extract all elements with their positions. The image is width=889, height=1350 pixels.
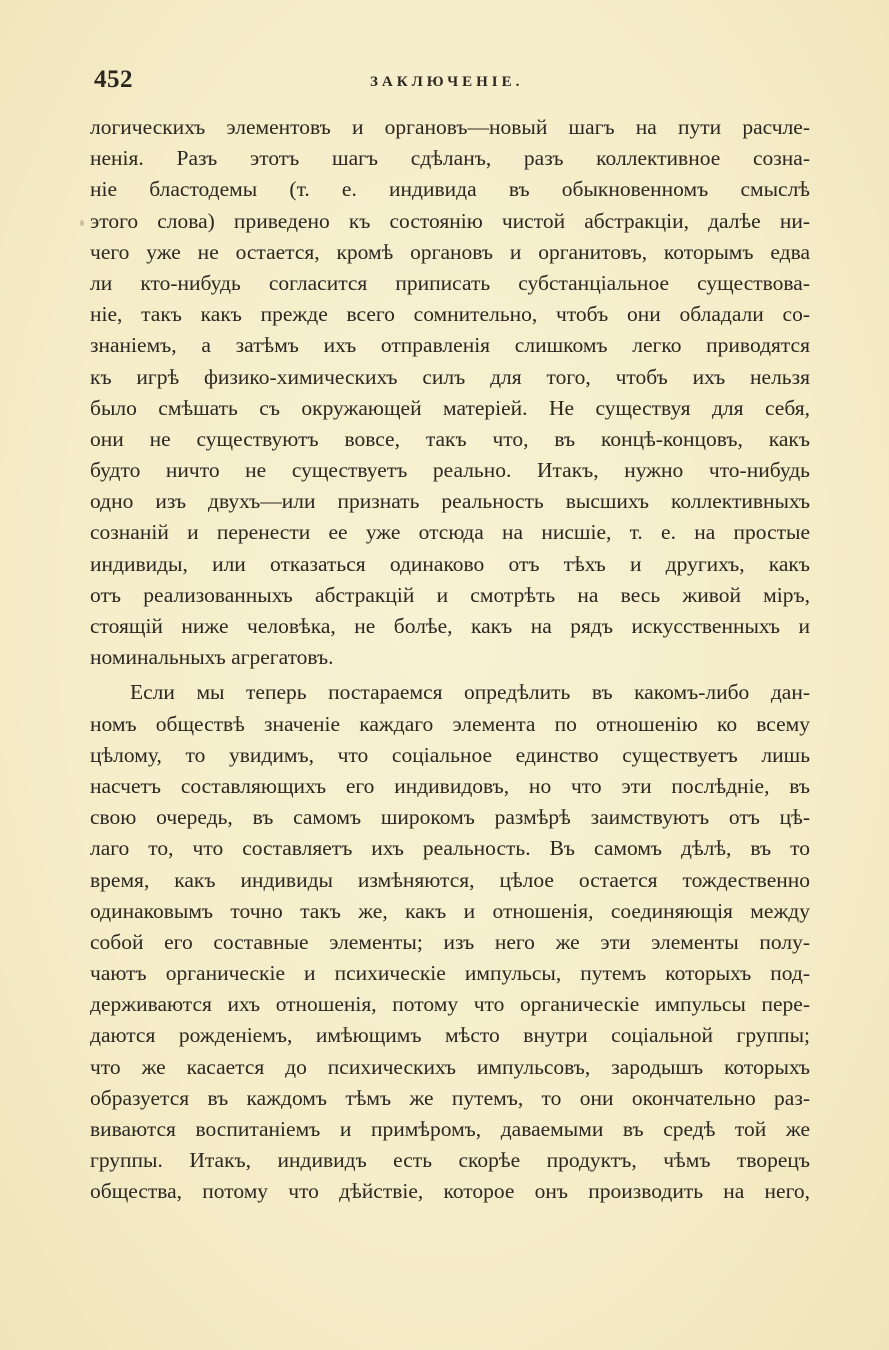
body-text: [90, 112, 810, 1208]
text-line: номъ обществѣ значеніе каждаго элемента по отношенію ко всему: [90, 711, 810, 736]
text-line: стоящій ниже человѣка, не болѣе, какъ на рядъ искусственныхъ и: [90, 614, 810, 638]
text-line: индивиды, или отказаться одинаково отъ тѣхъ и другихъ, какъ: [90, 551, 810, 576]
text-line: чего уже не остается, кромѣ органовъ и органитовъ, которымъ едва: [90, 239, 810, 264]
paragraph-2: [90, 677, 810, 1207]
text-line: одно изъ двухъ—или признать реальность высшихъ коллективныхъ: [90, 489, 810, 514]
text-line: одинаковымъ точно такъ же, какъ и отношенія, соединяющія между: [90, 898, 810, 923]
running-head: ЗАКЛЮЧЕНІЕ.: [370, 74, 524, 90]
text-line: собой его составные элементы; изъ него же эти элементы полу-: [90, 929, 810, 954]
text-line: общества, потому что дѣйствіе, которое онъ производить на него,: [90, 1179, 810, 1204]
text-line: было смѣшать съ окружающей матеріей. Не существуя для себя,: [90, 395, 810, 420]
text-line: время, какъ индивиды измѣняются, цѣлое остается тождественно: [90, 867, 810, 892]
text-line: насчетъ составляющихъ его индивидовъ, но что эти послѣдніе, въ: [90, 773, 810, 798]
text-line: Если мы теперь постараемся опредѣлить въ какомъ-либо дан-: [130, 680, 810, 705]
text-line: ли кто-нибудь согласится приписать субстанціальное существова-: [90, 270, 810, 295]
text-line: ніе бластодемы (т. е. индивида въ обыкновенномъ смыслѣ: [90, 177, 810, 202]
text-line: что же касается до психическихъ импульсовъ, зародышъ которыхъ: [90, 1054, 810, 1079]
text-line: ненія. Разъ этотъ шагъ сдѣланъ, разъ коллективное созна-: [90, 146, 810, 171]
paper-speck: [80, 220, 84, 226]
text-line: цѣлому, то увидимъ, что соціальное единство существуетъ лишь: [90, 742, 810, 767]
page-number: 452: [94, 66, 133, 93]
text-line: ніе, такъ какъ прежде всего сомнительно, чтобъ они обладали со-: [90, 302, 810, 327]
text-line: знаніемъ, а затѣмъ ихъ отправленія слишкомъ легко приводятся: [90, 333, 810, 358]
text-line: группы. Итакъ, индивидъ есть скорѣе продуктъ, чѣмъ творецъ: [90, 1148, 810, 1173]
text-line: сознаній и перенести ее уже отсюда на нисшіе, т. е. на простые: [90, 520, 810, 545]
text-line: они не существуютъ вовсе, такъ что, въ концѣ-концовъ, какъ: [90, 426, 810, 451]
page-header: [94, 66, 806, 102]
text-line: свою очередь, въ самомъ широкомъ размѣрѣ заимствуютъ отъ цѣ-: [90, 805, 810, 830]
text-line: даются рожденіемъ, имѣющимъ мѣсто внутри соціальной группы;: [90, 1023, 810, 1048]
text-line: виваются воспитаніемъ и примѣромъ, даваемыми въ средѣ той же: [90, 1117, 810, 1141]
text-line: номинальныхъ агрегатовъ.: [90, 645, 334, 670]
text-line: лаго то, что составляетъ ихъ реальность. Въ самомъ дѣлѣ, въ то: [90, 836, 810, 861]
text-line: держиваются ихъ отношенія, потому что органическіе импульсы пере-: [90, 992, 810, 1017]
paragraph-1: [90, 112, 810, 673]
text-line: образуется въ каждомъ тѣмъ же путемъ, то они окончательно раз-: [90, 1085, 810, 1110]
text-line: къ игрѣ физико-химическихъ силъ для того, чтобъ ихъ нельзя: [90, 364, 810, 389]
text-line: будто ничто не существуетъ реально. Итакъ, нужно что-нибудь: [90, 458, 810, 483]
text-line: чаютъ органическіе и психическіе импульсы, путемъ которыхъ под-: [90, 961, 810, 986]
text-line: отъ реализованныхъ абстракцій и смотрѣть на весь живой міръ,: [90, 582, 810, 607]
text-line: логическихъ элементовъ и органовъ—новый шагъ на пути расчле-: [90, 115, 810, 139]
text-line: этого слова) приведено къ состоянію чистой абстракціи, далѣе ни-: [90, 208, 810, 233]
